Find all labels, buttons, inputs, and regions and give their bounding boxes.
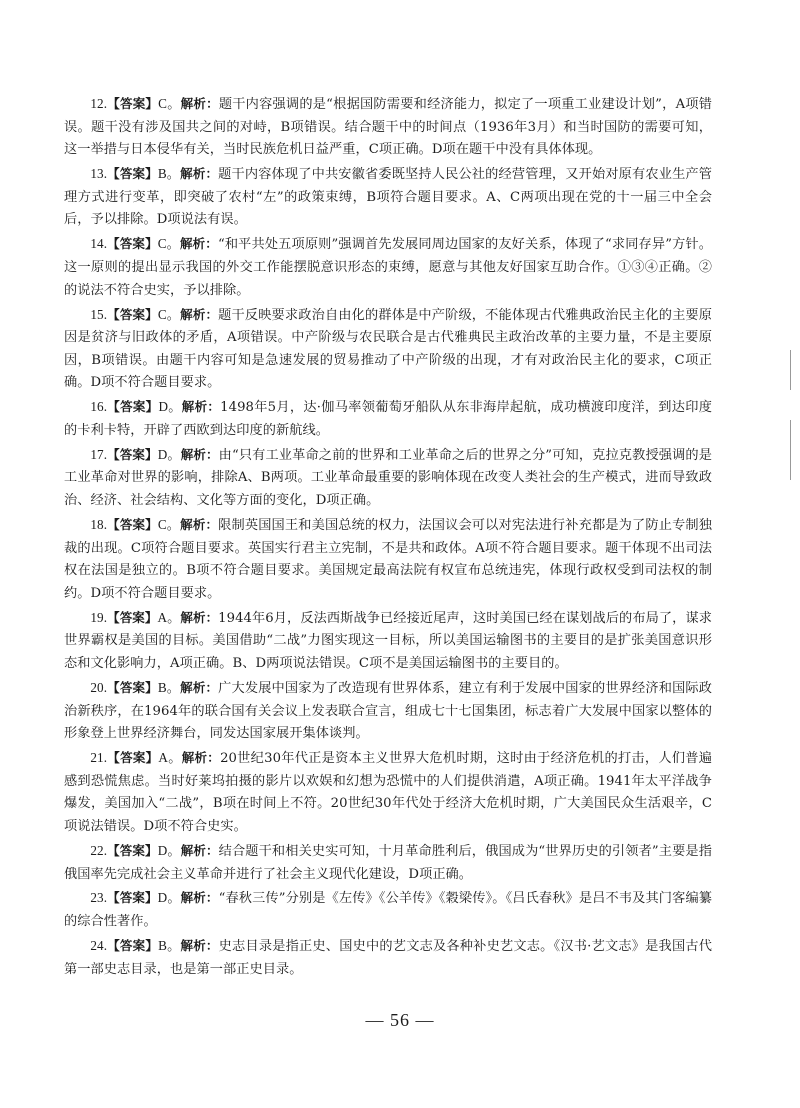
answer-item: 14.【答案】C。解析：“和平共处五项原则”强调首先发展同周边国家的友好关系，体现了“求同存异”方针。这一原则的提出显示我国的外交工作能摆脱意识形态的束缚，愿意与其他友好国家互助合作。①③④正确。②的说法不符合史实，予以排除。 (64, 236, 712, 298)
answer-item: 20.【答案】B。解析：广大发展中国家为了改造现有世界体系，建立有利于发展中国家的世界经济和国际政治新秩序，在1964年的联合国有关会议上发表联合宣言，组成七十七国集团，标志着广大发展中国家以整体的形象登上世界经济舞台，同发达国家展开集体谈判。 (64, 679, 713, 742)
answer-item: 12.【答案】C。解析：题干内容强调的是“根据国防需要和经济能力，拟定了一项重工业建设计划”，A项错误。题干没有涉及国共之间的对峙，B项错误。结合题干中的时间点（1936年3月）和当时国防的需要可知，这一举措与日本侵华有关，当时民族危机日益严重，C项正确。D项在题干中没有具体体现。 (64, 96, 712, 158)
answer-item: 16.【答案】D。解析：1498年5月，达·伽马率领葡萄牙船队从东非海岸起航，成功横渡印度洋，到达印度的卡利卡特，开辟了西欧到达印度的新航线。 (64, 399, 712, 438)
scan-mark (790, 350, 791, 390)
answer-list (64, 93, 712, 983)
page-number: — 56 — (365, 1010, 435, 1030)
answer-item: 13.【答案】B。解析：题干内容体现了中共安徽省委既坚持人民公社的经营管理，又开始对原有农业生产管理方式进行变革，即突破了农村“左”的政策束缚，B项符合题目要求。A、C两项出现在党的十一届三中全会后，予以排除。D项说法有误。 (64, 166, 713, 228)
scan-mark (790, 420, 791, 480)
answer-item: 23.【答案】D。解析：“春秋三传”分别是《左传》《公羊传》《穀梁传》。《吕氏春秋》是吕不韦及其门客编纂的综合性著作。 (64, 890, 713, 930)
answer-item: 21.【答案】A。解析：20世纪30年代正是资本主义世界大危机时期，这时由于经济危机的打击，人们普遍感到恐慌焦虑。当时好莱坞拍摄的影片以欢娱和幻想为恐慌中的人们提供消遣，A项正确。1941年太平洋战争爆发，美国加入“二战”，B项在时间上不符。20世纪30年代处于经济大危机时期，广大美国民众生活艰辛，C项说法错误。D项不符合史实。 (64, 750, 713, 834)
answer-item: 17.【答案】D。解析：由“只有工业革命之前的世界和工业革命之后的世界之分”可知，克拉克教授强调的是工业革命对世界的影响，排除A、B两项。工业革命最重要的影响体现在改变人类社会的生产模式，进而导致政治、经济、社会结构、文化等方面的变化，D项正确。 (64, 446, 713, 509)
answer-item: 15.【答案】C。解析：题干反映要求政治自由化的群体是中产阶级，不能体现古代雅典政治民主化的主要原因是贫济与旧政体的矛盾，A项错误。中产阶级与农民联合是古代雅典民主政治改革的主要力量，不是主要原因，B项错误。由题干内容可知是急速发展的贸易推动了中产阶级的出现，才有对政治民主化的要求，C项正确。D项不符合题目要求。 (64, 306, 713, 391)
answer-item: 18.【答案】C。解析：限制英国国王和美国总统的权力，法国议会可以对宪法进行补充都是为了防止专制独裁的出现。C项符合题目要求。英国实行君主立宪制，不是共和政体。A项不符合题目要求。题干体现不出司法权在法国是独立的。B项不符合题目要求。美国规定最高法院有权宣布总统违宪，体现行政权受到司法权的制约。D项不符合题目要求。 (64, 517, 713, 601)
answer-item: 19.【答案】A。解析：1944年6月，反法西斯战争已经接近尾声，这时美国已经在谋划战后的布局了，谋求世界霸权是美国的目标。美国借助“二战”力图实现这一目标，所以美国运输图书的主要目的是扩张美国意识形态和文化影响力，A项正确。B、D两项说法错误。C项不是美国运输图书的主要目的。 (64, 609, 712, 671)
answer-item: 22.【答案】D。解析：结合题干和相关史实可知，十月革命胜利后，俄国成为“世界历史的引领者”主要是指俄国率先完成社会主义革命并进行了社会主义现代化建设，D项正确。 (64, 842, 713, 882)
answer-item: 24.【答案】B。解析：史志目录是指正史、国史中的艺文志及各种补史艺文志。《汉书·艺文志》是我国古代第一部史志目录，也是第一部正史目录。 (64, 938, 713, 977)
